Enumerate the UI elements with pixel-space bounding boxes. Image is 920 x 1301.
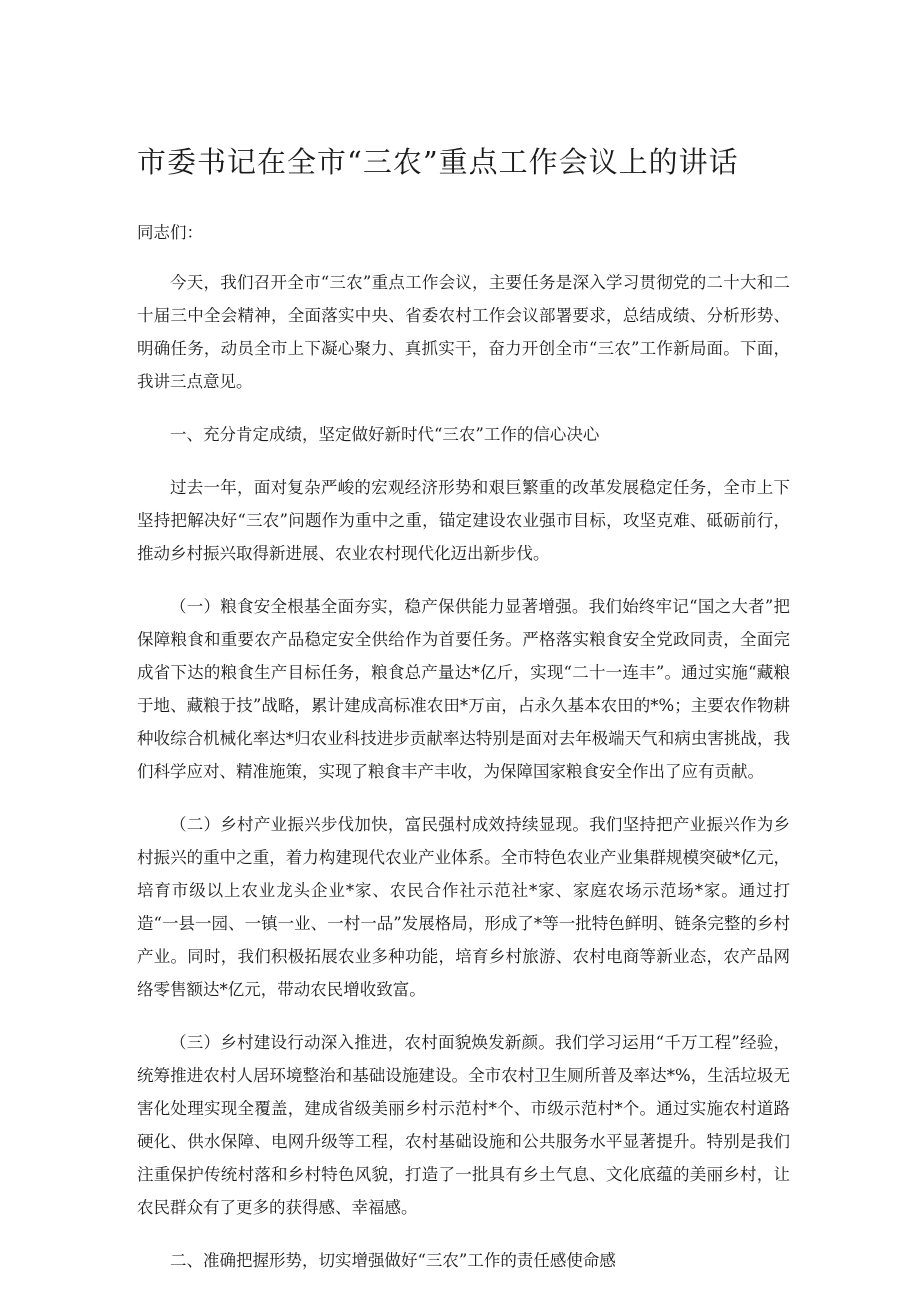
section-1-point-1: （一）粮食安全根基全面夯实，稳产保供能力显著增强。我们始终牢记“国之大者”把保障粮食和重要农产品稳定安全供给作为首要任务。严格落实粮食安全党政同责，全面完成省下达的粮食生产目标任务，粮食总产量达*亿斤，实现“二十一连丰”。通过实施“藏粮于地、藏粮于技”战略，累计建成高标准农田*万亩，占永久基本农田的*%；主要农作物耕种收综合机械化率达*归农业科技进步贡献率达特别是面对去年极端天气和病虫害挑战，我们科学应对、精准施策，实现了粮食丰产丰收，为保障国家粮食安全作出了应有贡献。 [137,597,790,781]
section-1-lead-paragraph: 过去一年，面对复杂严峻的宏观经济形势和艰巨繁重的改革发展稳定任务，全市上下坚持把解决好“三农”问题作为重中之重，锚定建设农业强市目标，攻坚克难、砥砺前行，推动乡村振兴取得新进展、农业农村现代化迈出新步伐。 [137,478,790,563]
section-1-heading: 一、充分肯定成绩，坚定做好新时代“三农”工作的信心决心 [170,425,600,444]
section-1-point-3: （三）乡村建设行动深入推进，农村面貌焕发新颜。我们学习运用“千万工程”经验，统筹推进农村人居环境整治和基础设施建设。全市农村卫生厕所普及率达*%，生活垃圾无害化处理实现全覆盖，建成省级美丽乡村示范村*个、市级示范村*个。通过实施农村道路硬化、供水保障、电网升级等工程，农村基础设施和公共服务水平显著提升。特别是我们注重保护传统村落和乡村特色风貌，打造了一批具有乡土气息、文化底蕴的美丽乡村，让农民群众有了更多的获得感、幸福感。 [137,1033,790,1217]
intro-paragraph: 今天，我们召开全市“三农”重点工作会议，主要任务是深入学习贯彻党的二十大和二十届三中全会精神，全面落实中央、省委农村工作会议部署要求，总结成绩、分析形势、明确任务，动员全市上下凝心聚力、真抓实干，奋力开创全市“三农”工作新局面。下面，我讲三点意见。 [137,273,790,391]
salutation: 同志们： [137,223,203,242]
section-2-heading: 二、准确把握形势，切实增强做好“三农”工作的责任感使命感 [170,1251,616,1270]
document-title: 市委书记在全市“三农”重点工作会议上的讲话 [137,145,739,179]
section-1-point-2: （二）乡村产业振兴步伐加快，富民强村成效持续显现。我们坚持把产业振兴作为乡村振兴的重中之重，着力构建现代农业产业体系。全市特色农业产业集群规模突破*亿元，培育市级以上农业龙头企业*家、农民合作社示范社*家、家庭农场示范场*家。通过打造“一县一园、一镇一业、一村一品”发展格局，形成了*等一批特色鲜明、链条完整的乡村产业。同时，我们积极拓展农业多种功能，培育乡村旅游、农村电商等新业态，农产品网络零售额达*亿元，带动农民增收致富。 [137,815,790,999]
